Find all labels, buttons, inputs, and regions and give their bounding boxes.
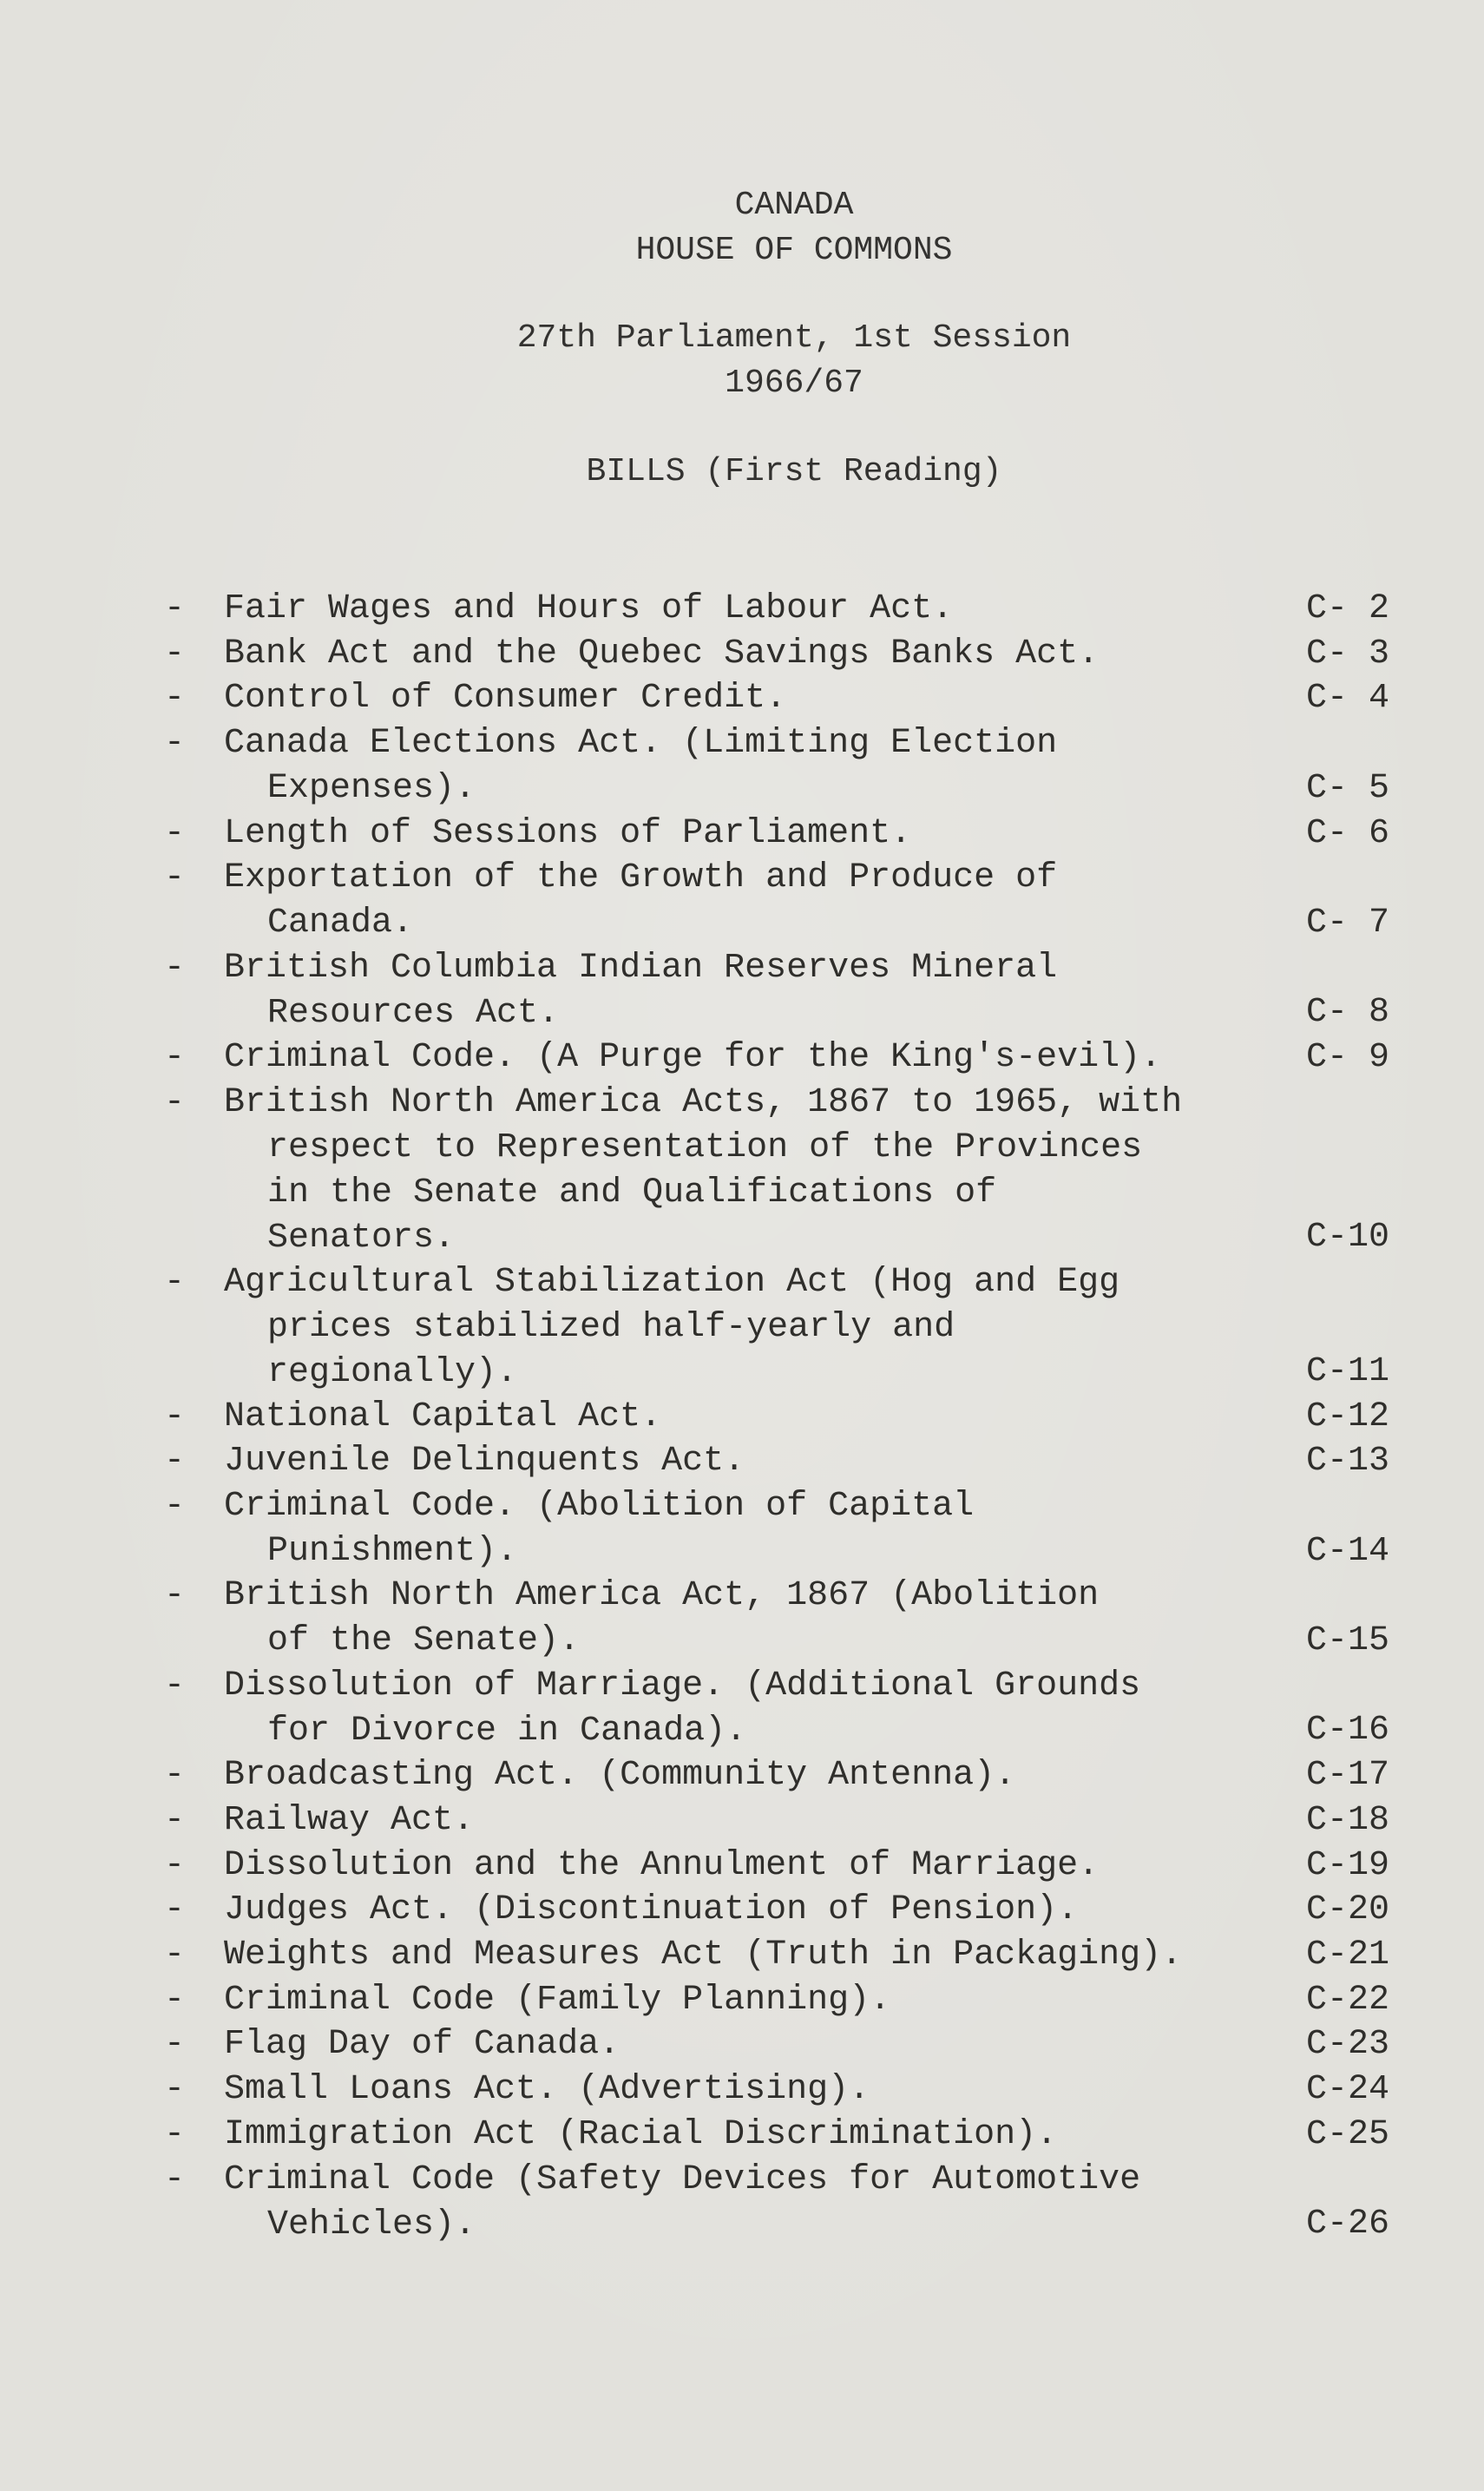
bill-dash: - bbox=[163, 1890, 185, 1930]
bill-number: C- 3 bbox=[1306, 634, 1390, 674]
bill-number: C- 9 bbox=[1306, 1038, 1390, 1077]
country-heading: CANADA bbox=[734, 187, 854, 224]
bill-title bbox=[224, 1933, 1291, 1978]
bill-number: C-16 bbox=[1306, 1711, 1390, 1751]
bill-title-line: Criminal Code (Safety Devices for Automotive bbox=[224, 2159, 1141, 2199]
bill-number: C-25 bbox=[1306, 2114, 1390, 2154]
bill-number: C-17 bbox=[1306, 1756, 1390, 1796]
bill-dash: - bbox=[163, 1262, 185, 1302]
bill-dash: - bbox=[163, 1980, 185, 2020]
bill-number: C-18 bbox=[1306, 1800, 1390, 1840]
bill-title-continuation: for Divorce in Canada). bbox=[267, 1711, 747, 1751]
bill-number: C-19 bbox=[1306, 1845, 1390, 1885]
bill-title bbox=[224, 2158, 1291, 2248]
bill-title-continuation: Vehicles). bbox=[267, 2205, 476, 2245]
bill-title bbox=[224, 1844, 1291, 1889]
bill-title-line: Agricultural Stabilization Act (Hog and Egg bbox=[224, 1262, 1120, 1302]
bill-number: C-26 bbox=[1306, 2205, 1390, 2245]
bill-title-continuation: Expenses). bbox=[267, 769, 476, 809]
bill-title-continuation: regionally). bbox=[267, 1352, 518, 1392]
bill-title-line: Broadcasting Act. (Community Antenna). bbox=[224, 1756, 1016, 1796]
bill-title-line: Juvenile Delinquents Act. bbox=[224, 1442, 745, 1482]
chamber-heading: HOUSE OF COMMONS bbox=[635, 232, 953, 269]
bill-title bbox=[224, 1664, 1291, 1754]
bill-title-line: Fair Wages and Hours of Labour Act. bbox=[224, 589, 954, 628]
bill-title-continuation: Senators. bbox=[267, 1218, 456, 1258]
bill-number: C- 7 bbox=[1306, 903, 1390, 943]
bill-title bbox=[224, 676, 1291, 721]
bills-section-heading: BILLS (First Reading) bbox=[586, 453, 1002, 490]
session-years-heading: 1966/67 bbox=[725, 365, 863, 402]
bill-title-line: Dissolution and the Annulment of Marriage. bbox=[224, 1845, 1100, 1885]
bill-title bbox=[224, 1753, 1291, 1798]
bill-title-line: Control of Consumer Credit. bbox=[224, 679, 787, 719]
bill-number: C-15 bbox=[1306, 1621, 1390, 1661]
bill-dash: - bbox=[163, 1576, 185, 1616]
bill-title-line: Judges Act. (Discontinuation of Pension). bbox=[224, 1890, 1079, 1930]
bill-number: C- 6 bbox=[1306, 813, 1390, 853]
bill-title-line: British North America Act, 1867 (Abolition bbox=[224, 1576, 1100, 1616]
bill-dash: - bbox=[163, 813, 185, 853]
bill-title bbox=[224, 2022, 1291, 2067]
bill-dash: - bbox=[163, 2070, 185, 2110]
bill-number: C-23 bbox=[1306, 2025, 1390, 2065]
bill-dash: - bbox=[163, 679, 185, 719]
bill-title-line: Weights and Measures Act (Truth in Packaging). bbox=[224, 1936, 1183, 1975]
bill-title bbox=[224, 1798, 1291, 1844]
bill-title-line: National Capital Act. bbox=[224, 1397, 662, 1436]
bill-title-line: Criminal Code. (A Purge for the King's-evil). bbox=[224, 1038, 1162, 1077]
bill-title-line: Flag Day of Canada. bbox=[224, 2025, 621, 2065]
bill-title-line: British North America Acts, 1867 to 1965, with bbox=[224, 1082, 1183, 1122]
bill-title-line: Small Loans Act. (Advertising). bbox=[224, 2070, 870, 2110]
bill-title-line: Criminal Code (Family Planning). bbox=[224, 1980, 891, 2020]
bill-dash: - bbox=[163, 1756, 185, 1796]
bill-title-continuation: Resources Act. bbox=[267, 993, 560, 1033]
bill-number: C- 5 bbox=[1306, 768, 1390, 808]
bill-title-continuation: Canada. bbox=[267, 904, 414, 943]
bill-title-continuation: prices stabilized half-yearly and bbox=[267, 1307, 955, 1347]
bill-title bbox=[224, 1484, 1291, 1574]
bill-number: C-13 bbox=[1306, 1442, 1390, 1482]
bill-dash: - bbox=[163, 589, 185, 628]
bill-title-continuation: Punishment). bbox=[267, 1532, 518, 1571]
bill-title-continuation: in the Senate and Qualifications of bbox=[267, 1173, 997, 1213]
bill-dash: - bbox=[163, 1666, 185, 1706]
bill-number: C-21 bbox=[1306, 1936, 1390, 1975]
bill-title bbox=[224, 632, 1291, 677]
bill-number: C-11 bbox=[1306, 1351, 1390, 1391]
bill-title bbox=[224, 1260, 1291, 1396]
bill-title bbox=[224, 1978, 1291, 2023]
bill-dash: - bbox=[163, 2114, 185, 2154]
bill-title-continuation: respect to Representation of the Provinces bbox=[267, 1127, 1143, 1167]
bill-title-line: Immigration Act (Racial Discrimination). bbox=[224, 2114, 1058, 2154]
bill-number: C- 8 bbox=[1306, 993, 1390, 1033]
bill-title-line: Criminal Code. (Abolition of Capital bbox=[224, 1487, 975, 1526]
bill-dash: - bbox=[163, 1397, 185, 1436]
bill-dash: - bbox=[163, 1082, 185, 1122]
bill-title-line: Dissolution of Marriage. (Additional Grounds bbox=[224, 1666, 1141, 1706]
bill-title bbox=[224, 2113, 1291, 2158]
bill-dash: - bbox=[163, 1038, 185, 1077]
bill-dash: - bbox=[163, 724, 185, 764]
bill-title-line: Length of Sessions of Parliament. bbox=[224, 813, 912, 853]
bill-title bbox=[224, 856, 1291, 946]
bill-number: C-12 bbox=[1306, 1397, 1390, 1436]
bill-title-line: Exportation of the Growth and Produce of bbox=[224, 858, 1058, 898]
bill-title-line: British Columbia Indian Reserves Mineral bbox=[224, 948, 1058, 988]
bill-title bbox=[224, 721, 1291, 812]
bill-dash: - bbox=[163, 1936, 185, 1975]
bill-title bbox=[224, 1888, 1291, 1933]
bill-title bbox=[224, 1574, 1291, 1664]
bill-title-line: Bank Act and the Quebec Savings Banks Act. bbox=[224, 634, 1100, 674]
bill-title bbox=[224, 946, 1291, 1036]
bill-number: C-10 bbox=[1306, 1217, 1390, 1257]
bill-title bbox=[224, 1439, 1291, 1484]
bill-title-line: Railway Act. bbox=[224, 1800, 475, 1840]
bill-title bbox=[224, 1035, 1291, 1081]
bill-title-line: Canada Elections Act. (Limiting Election bbox=[224, 724, 1058, 764]
bill-number: C-20 bbox=[1306, 1890, 1390, 1930]
bill-dash: - bbox=[163, 948, 185, 988]
bill-title bbox=[224, 1395, 1291, 1440]
bill-dash: - bbox=[163, 1487, 185, 1526]
bill-dash: - bbox=[163, 1800, 185, 1840]
bill-dash: - bbox=[163, 1845, 185, 1885]
bill-dash: - bbox=[163, 2159, 185, 2199]
bill-number: C-22 bbox=[1306, 1980, 1390, 2020]
bill-number: C-14 bbox=[1306, 1531, 1390, 1571]
bill-number: C- 4 bbox=[1306, 679, 1390, 719]
bill-number: C-24 bbox=[1306, 2070, 1390, 2110]
bill-title-continuation: of the Senate). bbox=[267, 1621, 581, 1661]
bill-number: C- 2 bbox=[1306, 589, 1390, 628]
bill-dash: - bbox=[163, 634, 185, 674]
bill-dash: - bbox=[163, 1442, 185, 1482]
parliament-session-heading: 27th Parliament, 1st Session bbox=[516, 319, 1072, 357]
bill-dash: - bbox=[163, 2025, 185, 2065]
bill-dash: - bbox=[163, 858, 185, 898]
bill-title bbox=[224, 2067, 1291, 2113]
bill-title bbox=[224, 1081, 1291, 1261]
bill-title bbox=[224, 587, 1291, 632]
bill-title bbox=[224, 812, 1291, 857]
